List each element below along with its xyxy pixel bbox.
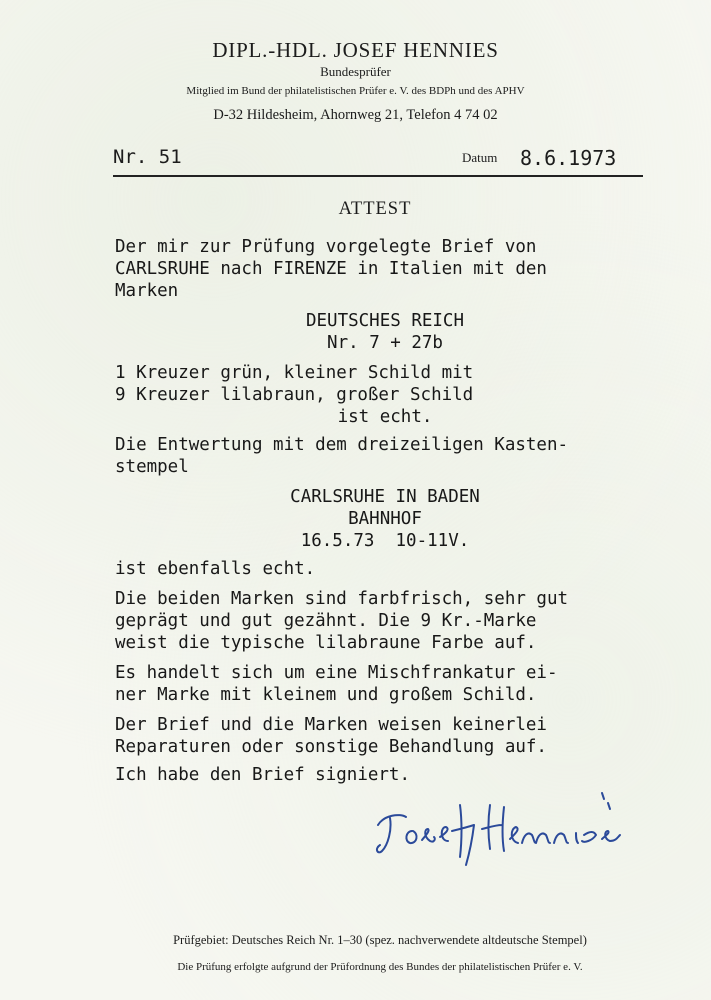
footer-scope: Prüfgebiet: Deutsches Reich Nr. 1–30 (spez. nachverwendete altdeutsche Stempel) — [173, 933, 587, 947]
letterhead-address: D-32 Hildesheim, Ahornweg 21, Telefon 4 74 02 — [213, 107, 498, 123]
footer-regulation: Die Prüfung erfolgte aufgrund der Prüfordnung des Bundes der philatelistischen Prüfer e. V. — [177, 961, 583, 973]
nr-value: 51 — [158, 146, 182, 168]
body-line: Ich habe den Brief signiert. — [115, 765, 411, 785]
stamp-line: 9 Kreuzer lilabraun, großer Schild — [115, 385, 474, 405]
body-line: ner Marke mit kleinem und großem Schild. — [115, 685, 537, 705]
nr-label: Nr. — [113, 146, 148, 168]
body-line: stempel — [115, 457, 189, 477]
body-line: Es handelt sich um eine Mischfrankatur ei- — [115, 663, 558, 683]
body-line: CARLSRUHE nach FIRENZE in Italien mit den — [115, 259, 547, 279]
header-divider — [113, 175, 643, 177]
stamp-line: 1 Kreuzer grün, kleiner Schild mit — [115, 363, 474, 383]
body-line: weist die typische lilabraune Farbe auf. — [115, 633, 537, 653]
centered-line: Nr. 7 + 27b — [327, 333, 443, 353]
cancel-text-line: CARLSRUHE IN BADEN — [290, 487, 480, 507]
letterhead-membership: Mitglied im Bund der philatelistischen Prüfer e. V. des BDPh und des APHV — [186, 85, 525, 97]
body-line: Die beiden Marken sind farbfrisch, sehr gut — [115, 589, 569, 609]
body-line: Reparaturen oder sonstige Behandlung auf. — [115, 737, 547, 757]
body-line: geprägt und gut gezähnt. Die 9 Kr.-Marke — [115, 611, 537, 631]
letterhead-name: DIPL.-HDL. JOSEF HENNIES — [212, 38, 499, 62]
body-line: ist ebenfalls echt. — [115, 559, 316, 579]
cancel-text-line: BAHNHOF — [348, 509, 422, 529]
certificate-number — [113, 146, 182, 168]
letterhead-subtitle: Bundesprüfer — [320, 64, 391, 79]
document-title: ATTEST — [338, 199, 412, 219]
stamp-verdict: ist echt. — [337, 407, 433, 427]
date-label: Datum — [462, 150, 498, 165]
handwritten-signature — [370, 785, 650, 875]
body-line: Die Entwertung mit dem dreizeiligen Kasten- — [115, 435, 569, 455]
body-line: Marken — [115, 281, 179, 301]
centered-line: DEUTSCHES REICH — [305, 311, 465, 331]
body-line: Der mir zur Prüfung vorgelegte Brief von — [115, 237, 537, 257]
body-line: Der Brief und die Marken weisen keinerlei — [115, 715, 547, 735]
cancel-text-line: 16.5.73 10-11V. — [300, 531, 470, 551]
date-value: 8.6.1973 — [520, 146, 617, 170]
